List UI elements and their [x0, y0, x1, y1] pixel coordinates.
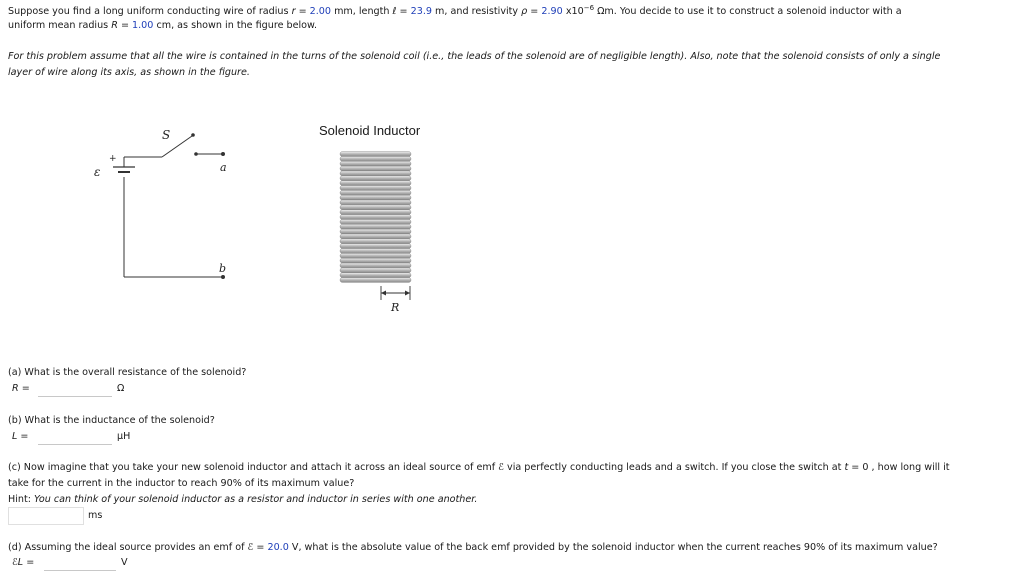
coil-turn [340, 263, 411, 268]
question-c-line-1: (c) Now imagine that you take your new solenoid inductor and attach it across an ideal source of emf ℰ via perfectly conducting leads and a switch. If you close the switch at t = 0 , how long will it [8, 462, 950, 473]
switch-pivot [194, 152, 198, 156]
question-b-unit: μH [117, 431, 131, 442]
coil-turn [340, 205, 411, 210]
coil-turn [340, 171, 411, 176]
question-a-var: R = [12, 383, 30, 394]
coil-turn [340, 166, 411, 171]
coil-turn [340, 156, 411, 161]
radius-value: 2.00 [309, 6, 332, 18]
coil-turn [340, 181, 411, 186]
coil-turn [340, 161, 411, 166]
question-a-unit: Ω [117, 383, 125, 394]
coil-turn [340, 258, 411, 263]
radius-label: R [391, 301, 400, 314]
coil-turn [340, 234, 411, 239]
note-line-2: layer of wire along its axis, as shown in the figure. [8, 67, 250, 78]
resistance-answer-input[interactable] [38, 380, 112, 397]
coil-turn [340, 239, 411, 244]
time-answer-input[interactable] [8, 507, 84, 525]
switch-contact [191, 133, 195, 137]
question-c-unit: ms [88, 510, 103, 521]
question-c-hint: Hint: You can think of your solenoid inductor as a resistor and inductor in series with one another. [8, 494, 478, 505]
solenoid-title: Solenoid Inductor [319, 123, 421, 138]
coil-turn [340, 152, 411, 157]
solenoid-coils [340, 152, 411, 283]
coil-turn [340, 190, 411, 195]
switch-label: S [162, 128, 171, 142]
coil-turn [340, 224, 411, 229]
coil-turn [340, 249, 411, 254]
coil-turn [340, 229, 411, 234]
coil-turn [340, 210, 411, 215]
resistivity-value: 2.90 [541, 6, 563, 18]
coil-turn [340, 268, 411, 273]
coil-turn [340, 244, 411, 249]
coil-turn [340, 253, 411, 258]
coil-turn [340, 186, 411, 191]
circuit-diagram [80, 120, 250, 290]
solenoid-figure [330, 148, 425, 318]
coil-turn [340, 200, 411, 205]
terminal-a-dot [221, 152, 225, 156]
question-d-text: (d) Assuming the ideal source provides an emf of ℰ = 20.0 V, what is the absolute value of the back emf provided by the solenoid inductor when the current reaches 90% of its maximum value? [8, 542, 938, 553]
length-value: 23.9 [410, 6, 432, 18]
question-b-text: (b) What is the inductance of the solenoid? [8, 415, 215, 426]
intro-line-1: Suppose you find a long uniform conducting wire of radius r = 2.00 mm, length ℓ = 23.9 m, and resistivity ρ = 2.90 $x10^{-6}$ Ωm. You decide to use it to construct a solenoid inductor with a [8, 4, 902, 18]
coil-turn [340, 215, 411, 220]
note-line-1: For this problem assume that all the wire is contained in the turns of the solenoid coil (i.e., the leads of the solenoid are of negligible length). Also, note that the solenoid consists of only a single [8, 51, 941, 62]
back-emf-answer-input[interactable] [44, 554, 116, 571]
coil-turn [340, 176, 411, 181]
terminal-b-label: b [219, 262, 227, 275]
question-d-unit: V [121, 557, 128, 568]
question-b-var: L = [12, 431, 29, 442]
coil-turn [340, 195, 411, 200]
mean-radius-value: 1.00 [132, 20, 154, 31]
question-c-line-2: take for the current in the inductor to reach 90% of its maximum value? [8, 478, 355, 489]
coil-turn [340, 219, 411, 224]
terminal-a-label: a [220, 161, 227, 174]
inductance-answer-input[interactable] [38, 428, 112, 445]
coil-turn [340, 273, 411, 278]
emf-value: 20.0 [267, 542, 289, 553]
terminal-b-dot [221, 275, 225, 279]
plus-label: + [109, 154, 117, 164]
coil-turn [340, 278, 411, 283]
question-d-var: ℰL = [12, 557, 35, 568]
question-a-text: (a) What is the overall resistance of the solenoid? [8, 367, 247, 378]
intro-line-2: uniform mean radius R = 1.00 cm, as shown in the figure below. [8, 20, 318, 31]
emf-label: ε [94, 165, 101, 179]
